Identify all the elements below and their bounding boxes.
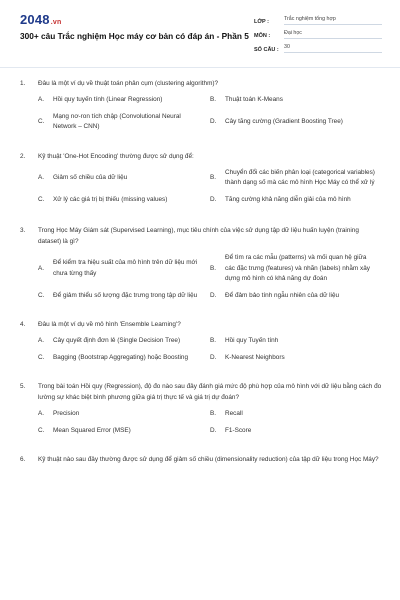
answer-option[interactable]: [210, 291, 382, 302]
answer-option[interactable]: [210, 168, 382, 189]
answer-option[interactable]: [210, 112, 382, 133]
answer-options: [38, 336, 382, 369]
option-text: Mean Squared Error (MSE): [53, 426, 131, 434]
option-letter: B.: [210, 410, 217, 417]
question-list: [20, 78, 382, 477]
answer-option[interactable]: [210, 195, 382, 206]
question-stem: [20, 225, 382, 247]
answer-option[interactable]: [38, 168, 210, 189]
question-item: [20, 151, 382, 212]
question-number: 2.: [20, 152, 26, 160]
option-letter: C.: [38, 291, 45, 299]
document-meta: [254, 12, 382, 54]
site-logo[interactable]: [20, 12, 61, 27]
option-text: Recall: [225, 410, 243, 417]
document-title: 300+ câu Trắc nghiệm Học máy cơ bản có đáp án - Phần 5: [20, 31, 249, 41]
question-text: Đâu là một ví dụ về thuật toán phân cụm (clustering algorithm)?: [38, 80, 219, 87]
answer-options: [38, 95, 382, 139]
option-letter: B.: [210, 264, 217, 272]
option-text: Cây quyết định đơn lẻ (Single Decision Tree): [53, 337, 181, 344]
option-letter: D.: [210, 353, 217, 361]
answer-option[interactable]: [38, 353, 210, 364]
answer-option[interactable]: [38, 253, 210, 285]
answer-option[interactable]: [38, 195, 210, 206]
question-number: 6.: [20, 456, 26, 463]
question-stem: [20, 151, 382, 162]
option-text: Hồi quy Tuyến tính: [225, 337, 279, 344]
meta-value: 30: [284, 44, 382, 53]
option-letter: A.: [38, 96, 45, 103]
answer-options: [38, 168, 382, 212]
option-text: Hồi quy tuyến tính (Linear Regression): [53, 96, 163, 103]
option-letter: D.: [210, 291, 217, 299]
question-item: [20, 381, 382, 442]
option-letter: A.: [38, 337, 45, 344]
header-divider: [0, 67, 400, 68]
meta-row-subject: [254, 26, 382, 39]
option-text: F1-Score: [225, 426, 252, 434]
option-letter: B.: [210, 173, 217, 181]
meta-label: SỐ CÂU :: [254, 47, 279, 53]
logo-number: 2048: [20, 12, 50, 27]
option-text: Để tìm ra các mẫu (patterns) và mối quan hệ giữa các đặc trưng (features) và nhãn (labels) nhằm xây dựng mô hình có khả năng dự đoán: [225, 254, 370, 282]
answer-options: [38, 253, 382, 307]
question-number: 5.: [20, 383, 26, 390]
answer-option[interactable]: [38, 291, 210, 302]
option-text: Để kiểm tra hiệu suất của mô hình trên dữ liệu mới chưa từng thấy: [53, 259, 198, 277]
option-text: Thuật toán K-Means: [225, 96, 283, 103]
question-item: [20, 225, 382, 307]
option-text: Precision: [53, 410, 80, 417]
answer-option[interactable]: [210, 95, 382, 106]
option-text: Giảm số chiều của dữ liệu: [53, 173, 128, 181]
answer-option[interactable]: [38, 426, 210, 437]
option-letter: B.: [210, 96, 217, 103]
meta-label: MÔN :: [254, 33, 271, 39]
question-stem: [20, 78, 382, 89]
meta-value: Trắc nghiệm tổng hợp: [284, 16, 382, 25]
question-item: [20, 454, 382, 465]
meta-value: Đại học: [284, 30, 382, 39]
question-text: Trong Học Máy Giám sát (Supervised Learning), mục tiêu chính của việc sử dụng tập dữ liệu huấn luyện (training dataset) là gì?: [38, 227, 359, 245]
question-number: 1.: [20, 80, 26, 87]
answer-option[interactable]: [38, 95, 210, 106]
option-letter: A.: [38, 264, 45, 272]
question-number: 4.: [20, 321, 26, 328]
option-text: K-Nearest Neighbors: [225, 353, 285, 361]
question-text: Kỹ thuật nào sau đây thường được sử dụng để giảm số chiều (dimensionality reduction) của tập dữ liệu trong Học Máy?: [38, 456, 379, 463]
option-letter: D.: [210, 426, 217, 434]
answer-option[interactable]: [210, 253, 382, 285]
document-header: [0, 0, 400, 56]
meta-row-class: [254, 12, 382, 25]
option-letter: C.: [38, 117, 45, 125]
option-text: Bagging (Bootstrap Aggregating) hoặc Boosting: [53, 353, 189, 361]
answer-option[interactable]: [210, 336, 382, 347]
question-number: 3.: [20, 227, 26, 234]
meta-label: LỚP :: [254, 19, 269, 25]
question-stem: [20, 319, 382, 330]
option-text: Để đảm bảo tính ngẫu nhiên của dữ liệu: [225, 291, 340, 299]
option-letter: A.: [38, 410, 45, 417]
option-letter: C.: [38, 195, 45, 203]
answer-option[interactable]: [210, 409, 382, 420]
question-stem: [20, 381, 382, 403]
option-letter: D.: [210, 117, 217, 125]
option-letter: C.: [38, 426, 45, 434]
option-text: Mạng nơ-ron tích chập (Convolutional Neural Network – CNN): [53, 112, 181, 130]
question-text: Trong bài toán Hồi quy (Regression), độ đo nào sau đây đánh giá mức độ phù hợp của mô hình với dữ liệu bằng cách đo lường sự khác biệt bình phương giữa giá trị thực tế và giá trị dự đoán?: [38, 383, 382, 401]
answer-option[interactable]: [38, 336, 210, 347]
option-text: Xử lý các giá trị bị thiếu (missing values): [53, 195, 168, 203]
meta-row-count: [254, 40, 382, 53]
question-item: [20, 319, 382, 369]
option-letter: D.: [210, 195, 217, 203]
option-letter: A.: [38, 173, 45, 181]
answer-option[interactable]: [210, 353, 382, 364]
option-text: Tăng cường khả năng diễn giải của mô hình: [225, 195, 351, 203]
question-text: Kỹ thuật 'One-Hot Encoding' thường được sử dụng để:: [38, 152, 194, 160]
option-letter: C.: [38, 353, 45, 361]
answer-options: [38, 409, 382, 442]
answer-option[interactable]: [38, 112, 210, 133]
option-text: Để giảm thiểu số lượng đặc trưng trong tập dữ liệu: [53, 291, 198, 299]
question-item: [20, 78, 382, 139]
question-stem: [20, 454, 382, 465]
option-text: Chuyển đổi các biến phân loại (categorical variables) thành dạng số mà các mô hình Học Máy có thể xử lý: [225, 168, 375, 186]
question-text: Đâu là một ví dụ về mô hình 'Ensemble Learning'?: [38, 321, 181, 328]
option-text: Cây tăng cường (Gradient Boosting Tree): [225, 117, 343, 125]
logo-suffix: .vn: [50, 19, 62, 26]
option-letter: B.: [210, 337, 217, 344]
answer-option[interactable]: [38, 409, 210, 420]
answer-option[interactable]: [210, 426, 382, 437]
